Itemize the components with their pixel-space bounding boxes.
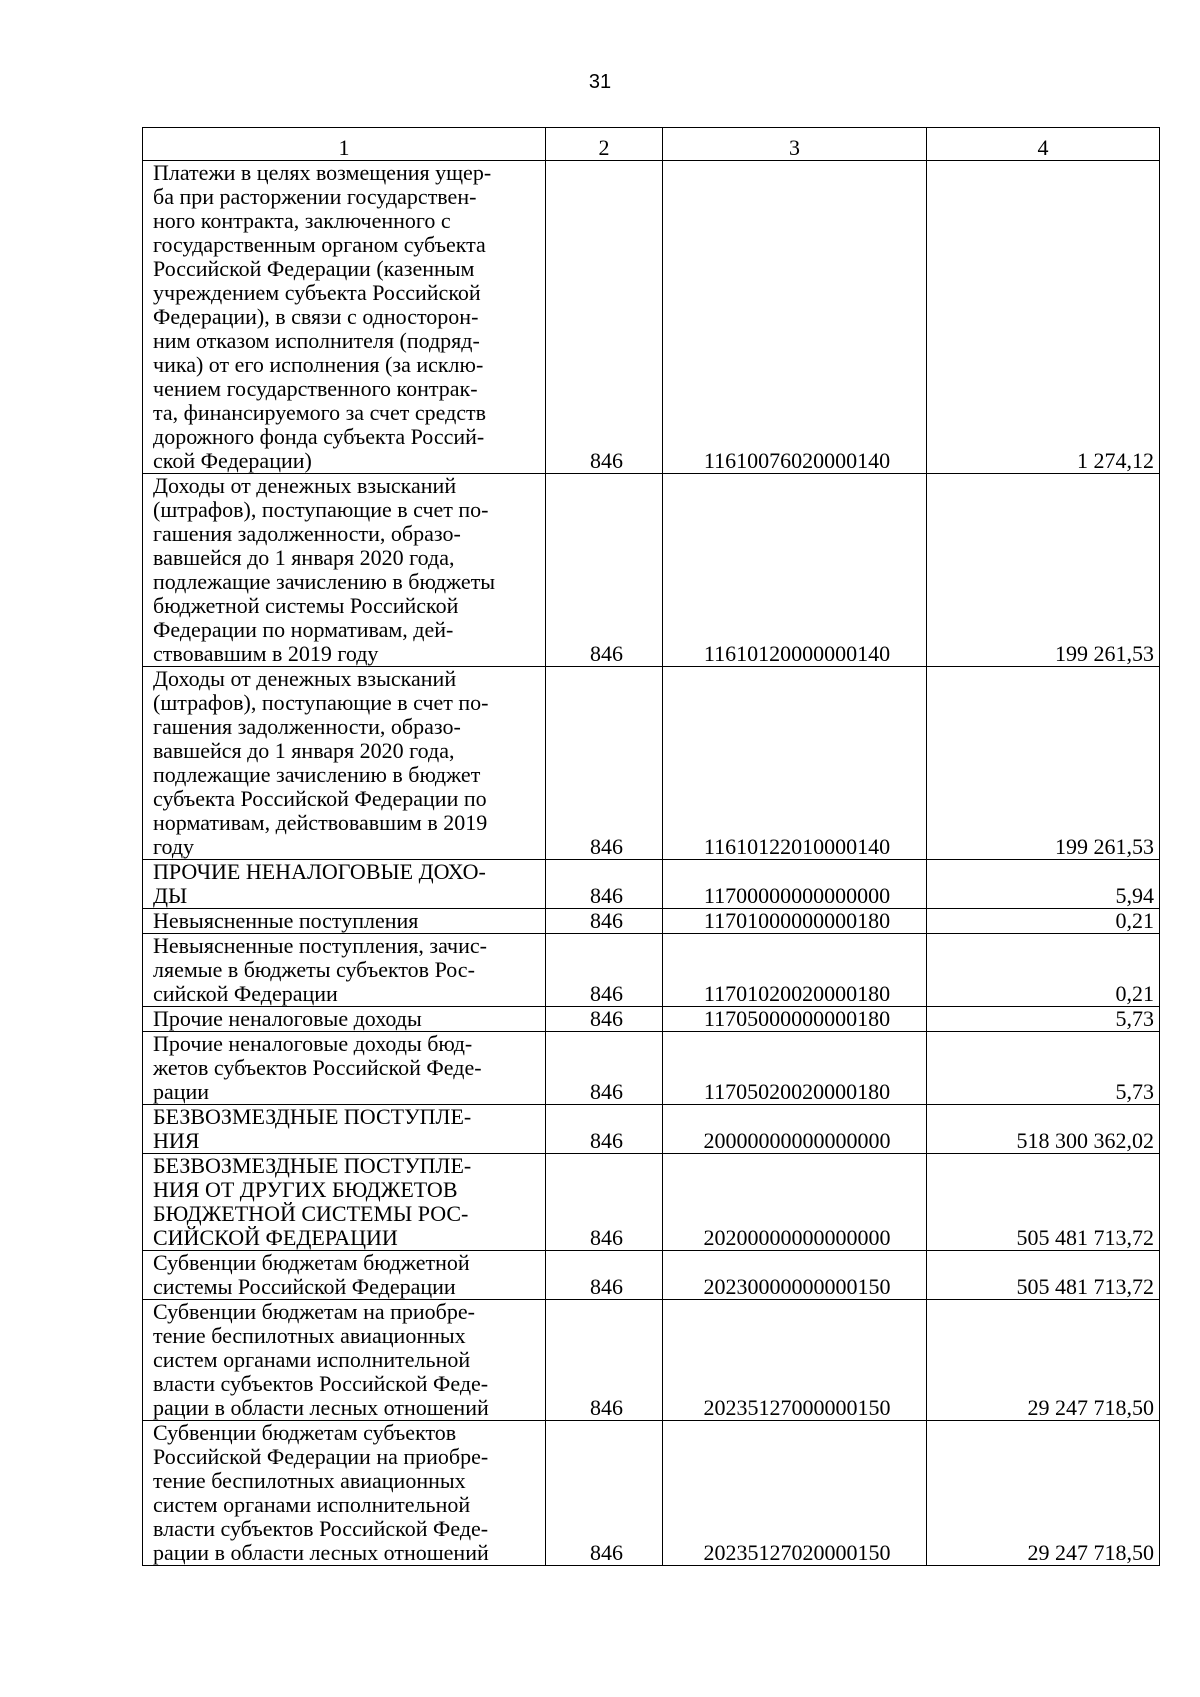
table-row	[143, 909, 1160, 934]
row-admin-code-cell: 846	[546, 1421, 663, 1566]
row-admin-code-cell: 846	[546, 1105, 663, 1154]
row-admin-code-cell: 846	[546, 909, 663, 934]
row-amount-cell: 29 247 718,50	[927, 1421, 1160, 1566]
row-amount-cell: 199 261,53	[927, 667, 1160, 860]
row-budget-code-cell: 11610122010000140	[663, 667, 927, 860]
row-name-line: ляемые в бюджеты субъектов Рос-	[153, 957, 475, 982]
row-name-cell	[143, 1300, 546, 1421]
row-name-line: власти субъектов Российской Феде-	[153, 1371, 489, 1396]
row-name-line: чика) от его исполнения (за исклю-	[153, 352, 484, 377]
row-name-line: ПРОЧИЕ НЕНАЛОГОВЫЕ ДОХО-	[153, 859, 486, 884]
row-name-line: бюджетной системы Российской	[153, 593, 459, 618]
row-name-line: (штрафов), поступающие в счет по-	[153, 497, 489, 522]
header-row	[143, 128, 1160, 161]
row-name-line: гашения задолженности, образо-	[153, 521, 461, 546]
row-name-cell	[143, 667, 546, 860]
table-row	[143, 1105, 1160, 1154]
table-body	[143, 161, 1160, 1566]
header-col-3: 3	[663, 128, 927, 161]
row-amount-cell: 5,94	[927, 860, 1160, 909]
row-name-line: систем органами исполнительной	[153, 1347, 471, 1372]
row-name-line: субъекта Российской Федерации по	[153, 786, 487, 811]
row-budget-code-cell: 11701000000000180	[663, 909, 927, 934]
table-row	[143, 1421, 1160, 1566]
row-budget-code-cell: 11700000000000000	[663, 860, 927, 909]
row-budget-code-cell: 11705000000000180	[663, 1007, 927, 1032]
row-amount-cell: 199 261,53	[927, 474, 1160, 667]
row-name-line: Субвенции бюджетам субъектов	[153, 1420, 457, 1445]
row-name-cell	[143, 1105, 546, 1154]
row-name-line: ДЫ	[153, 883, 188, 908]
row-name-line: СИЙСКОЙ ФЕДЕРАЦИИ	[153, 1225, 398, 1250]
row-amount-cell: 518 300 362,02	[927, 1105, 1160, 1154]
row-name-line: Российской Федерации (казенным	[153, 256, 475, 281]
row-admin-code-cell: 846	[546, 474, 663, 667]
table-header	[143, 128, 1160, 161]
row-amount-cell: 505 481 713,72	[927, 1251, 1160, 1300]
header-col-2: 2	[546, 128, 663, 161]
row-name-line: БЮДЖЕТНОЙ СИСТЕМЫ РОС-	[153, 1201, 469, 1226]
row-name-line: дорожного фонда субъекта Россий-	[153, 424, 485, 449]
row-budget-code-cell: 20000000000000000	[663, 1105, 927, 1154]
row-amount-cell: 1 274,12	[927, 161, 1160, 474]
row-name-line: НИЯ ОТ ДРУГИХ БЮДЖЕТОВ	[153, 1177, 458, 1202]
table-row	[143, 161, 1160, 474]
row-admin-code-cell: 846	[546, 1007, 663, 1032]
row-name-line: подлежащие зачислению в бюджет	[153, 762, 481, 787]
table-row	[143, 1032, 1160, 1105]
row-name-cell	[143, 161, 546, 474]
row-amount-cell: 29 247 718,50	[927, 1300, 1160, 1421]
table-row	[143, 1251, 1160, 1300]
row-name-line: системы Российской Федерации	[153, 1274, 456, 1299]
row-name-line: Невыясненные поступления	[153, 908, 419, 933]
row-name-line: государственным органом субъекта	[153, 232, 486, 257]
row-name-line: та, финансируемого за счет средств	[153, 400, 487, 425]
row-budget-code-cell: 20235127020000150	[663, 1421, 927, 1566]
row-name-line: учреждением субъекта Российской	[153, 280, 481, 305]
row-budget-code-cell: 11701020020000180	[663, 934, 927, 1007]
row-name-line: ба при расторжении государствен-	[153, 184, 477, 209]
row-admin-code-cell: 846	[546, 934, 663, 1007]
row-budget-code-cell: 20235127000000150	[663, 1300, 927, 1421]
header-col-4: 4	[927, 128, 1160, 161]
row-name-line: вавшейся до 1 января 2020 года,	[153, 545, 455, 570]
row-name-line: Прочие неналоговые доходы бюд-	[153, 1031, 473, 1056]
table-row	[143, 1007, 1160, 1032]
row-name-line: ного контракта, заключенного с	[153, 208, 451, 233]
row-name-cell	[143, 1421, 546, 1566]
row-name-line: вавшейся до 1 января 2020 года,	[153, 738, 455, 763]
row-name-line: Невыясненные поступления, зачис-	[153, 933, 487, 958]
row-name-line: Прочие неналоговые доходы	[153, 1006, 422, 1031]
row-name-line: ним отказом исполнителя (подряд-	[153, 328, 480, 353]
page-number: 31	[588, 71, 612, 93]
row-admin-code-cell: 846	[546, 1154, 663, 1251]
row-name-line: чением государственного контрак-	[153, 376, 478, 401]
row-name-line: нормативам, действовавшим в 2019	[153, 810, 488, 835]
row-name-cell	[143, 860, 546, 909]
row-admin-code-cell: 846	[546, 1300, 663, 1421]
row-amount-cell: 0,21	[927, 934, 1160, 1007]
row-name-line: году	[153, 834, 195, 859]
row-name-line: Платежи в целях возмещения ущер-	[153, 160, 492, 185]
row-amount-cell: 5,73	[927, 1007, 1160, 1032]
row-name-line: ской Федерации)	[153, 448, 312, 473]
table-row	[143, 934, 1160, 1007]
row-name-line: Доходы от денежных взысканий	[153, 473, 457, 498]
row-amount-cell: 0,21	[927, 909, 1160, 934]
row-admin-code-cell: 846	[546, 161, 663, 474]
row-name-line: систем органами исполнительной	[153, 1492, 471, 1517]
row-name-line: власти субъектов Российской Феде-	[153, 1516, 489, 1541]
row-name-line: БЕЗВОЗМЕЗДНЫЕ ПОСТУПЛЕ-	[153, 1104, 472, 1129]
row-amount-cell: 5,73	[927, 1032, 1160, 1105]
row-name-line: сийской Федерации	[153, 981, 338, 1006]
table-row	[143, 474, 1160, 667]
row-name-line: Доходы от денежных взысканий	[153, 666, 457, 691]
row-name-line: подлежащие зачислению в бюджеты	[153, 569, 496, 594]
row-name-line: тение беспилотных авиационных	[153, 1323, 466, 1348]
table-row	[143, 667, 1160, 860]
row-name-line: Субвенции бюджетам бюджетной	[153, 1250, 470, 1275]
row-name-line: рации в области лесных отношений	[153, 1540, 489, 1565]
revenue-table	[142, 127, 1160, 1566]
table-row	[143, 1154, 1160, 1251]
row-name-cell	[143, 1032, 546, 1105]
row-name-line: тение беспилотных авиационных	[153, 1468, 466, 1493]
row-budget-code-cell: 20200000000000000	[663, 1154, 927, 1251]
row-name-line: Федерации по нормативам, дей-	[153, 617, 454, 642]
row-budget-code-cell: 11705020020000180	[663, 1032, 927, 1105]
row-name-cell	[143, 1251, 546, 1300]
table-row	[143, 1300, 1160, 1421]
row-name-line: Федерации), в связи с односторон-	[153, 304, 479, 329]
table-row	[143, 860, 1160, 909]
row-name-line: гашения задолженности, образо-	[153, 714, 461, 739]
row-name-line: Субвенции бюджетам на приобре-	[153, 1299, 475, 1324]
row-name-cell	[143, 934, 546, 1007]
row-name-line: рации в области лесных отношений	[153, 1395, 489, 1420]
row-name-line: рации	[153, 1079, 210, 1104]
row-admin-code-cell: 846	[546, 1251, 663, 1300]
row-amount-cell: 505 481 713,72	[927, 1154, 1160, 1251]
row-name-cell	[143, 474, 546, 667]
row-name-line: Российской Федерации на приобре-	[153, 1444, 489, 1469]
row-budget-code-cell: 20230000000000150	[663, 1251, 927, 1300]
row-name-line: (штрафов), поступающие в счет по-	[153, 690, 489, 715]
row-name-line: ствовавшим в 2019 году	[153, 641, 379, 666]
row-admin-code-cell: 846	[546, 860, 663, 909]
row-name-line: БЕЗВОЗМЕЗДНЫЕ ПОСТУПЛЕ-	[153, 1153, 472, 1178]
row-admin-code-cell: 846	[546, 667, 663, 860]
header-col-1: 1	[143, 128, 546, 161]
row-admin-code-cell: 846	[546, 1032, 663, 1105]
row-budget-code-cell: 11610076020000140	[663, 161, 927, 474]
row-name-line: жетов субъектов Российской Феде-	[153, 1055, 482, 1080]
row-name-line: НИЯ	[153, 1128, 200, 1153]
row-name-cell	[143, 1154, 546, 1251]
row-name-cell	[143, 1007, 546, 1032]
row-budget-code-cell: 11610120000000140	[663, 474, 927, 667]
row-name-cell	[143, 909, 546, 934]
